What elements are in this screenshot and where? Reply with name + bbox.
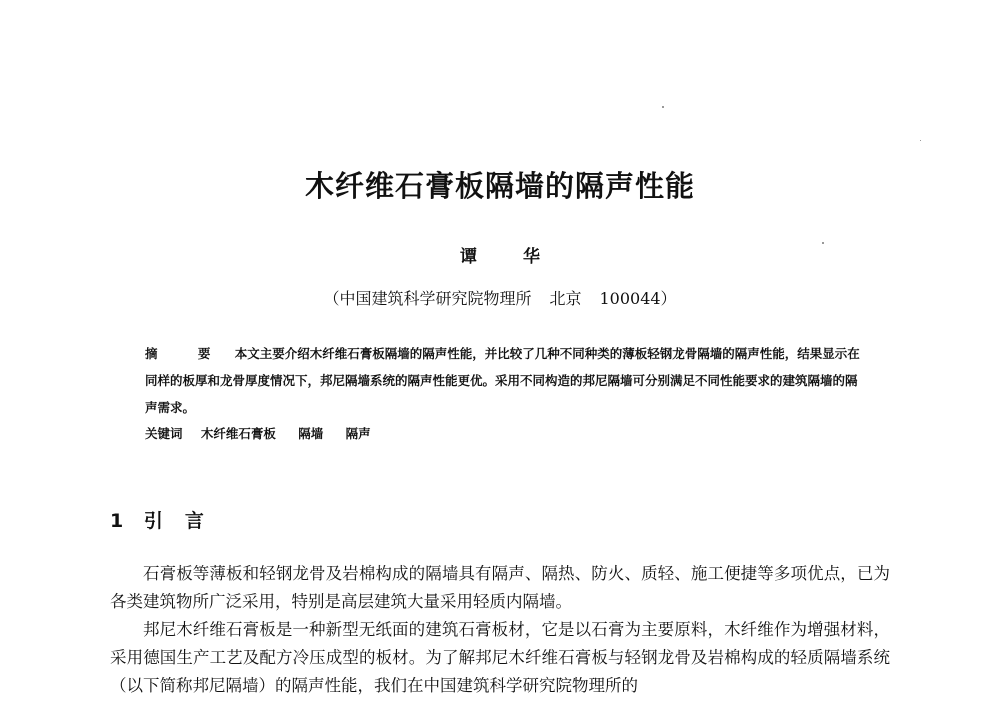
paper-title: 木纤维石膏板隔墙的隔声性能 — [304, 169, 695, 203]
keyword-item: 隔墙 — [298, 426, 324, 441]
scan-speck — [662, 106, 664, 108]
keyword-item: 木纤维石膏板 — [200, 426, 276, 441]
keywords-label: 关键词 — [145, 426, 183, 441]
body-paragraph: 石膏板等薄板和轻钢龙骨及岩棉构成的隔墙具有隔声、隔热、防火、质轻、施工便捷等多项优点，已为各类建筑物所广泛采用，特别是高层建筑大量采用轻质内隔墙。 — [110, 564, 890, 611]
keyword-item: 隔声 — [345, 426, 371, 441]
abstract-block — [145, 340, 865, 421]
abstract-text: 本文主要介绍木纤维石膏板隔墙的隔声性能，并比较了几种不同种类的薄板轻钢龙骨隔墙的隔声性能，结果显示在同样的板厚和龙骨厚度情况下，邦尼隔墙系统的隔声性能更优。采用不同构造的邦尼隔墙可分别满足不同性能要求的建筑隔墙的隔声需求。 — [145, 346, 860, 415]
abstract-label: 摘 要 — [145, 346, 229, 361]
section-number: 1 — [110, 510, 124, 532]
affiliation-city: 北京 — [549, 289, 582, 308]
body-text — [110, 560, 890, 700]
scan-speck — [920, 140, 921, 141]
keywords-line — [145, 424, 389, 442]
affiliation-postcode: 100044） — [599, 289, 677, 308]
author-name: 谭 华 — [460, 247, 560, 267]
section-title: 引言 — [143, 510, 226, 532]
section-heading — [110, 506, 226, 533]
affiliation-institute: （中国建筑科学研究院物理所 — [323, 289, 532, 308]
body-paragraph: 邦尼木纤维石膏板是一种新型无纸面的建筑石膏板材，它是以石膏为主要原料，木纤维作为增强材料，采用德国生产工艺及配方冷压成型的板材。为了解邦尼木纤维石膏板与轻钢龙骨及岩棉构成的轻质隔墙系统（以下简称邦尼隔墙）的隔声性能，我们在中国建筑科学研究院物理所的 — [110, 620, 890, 695]
author-affiliation — [0, 286, 1000, 309]
